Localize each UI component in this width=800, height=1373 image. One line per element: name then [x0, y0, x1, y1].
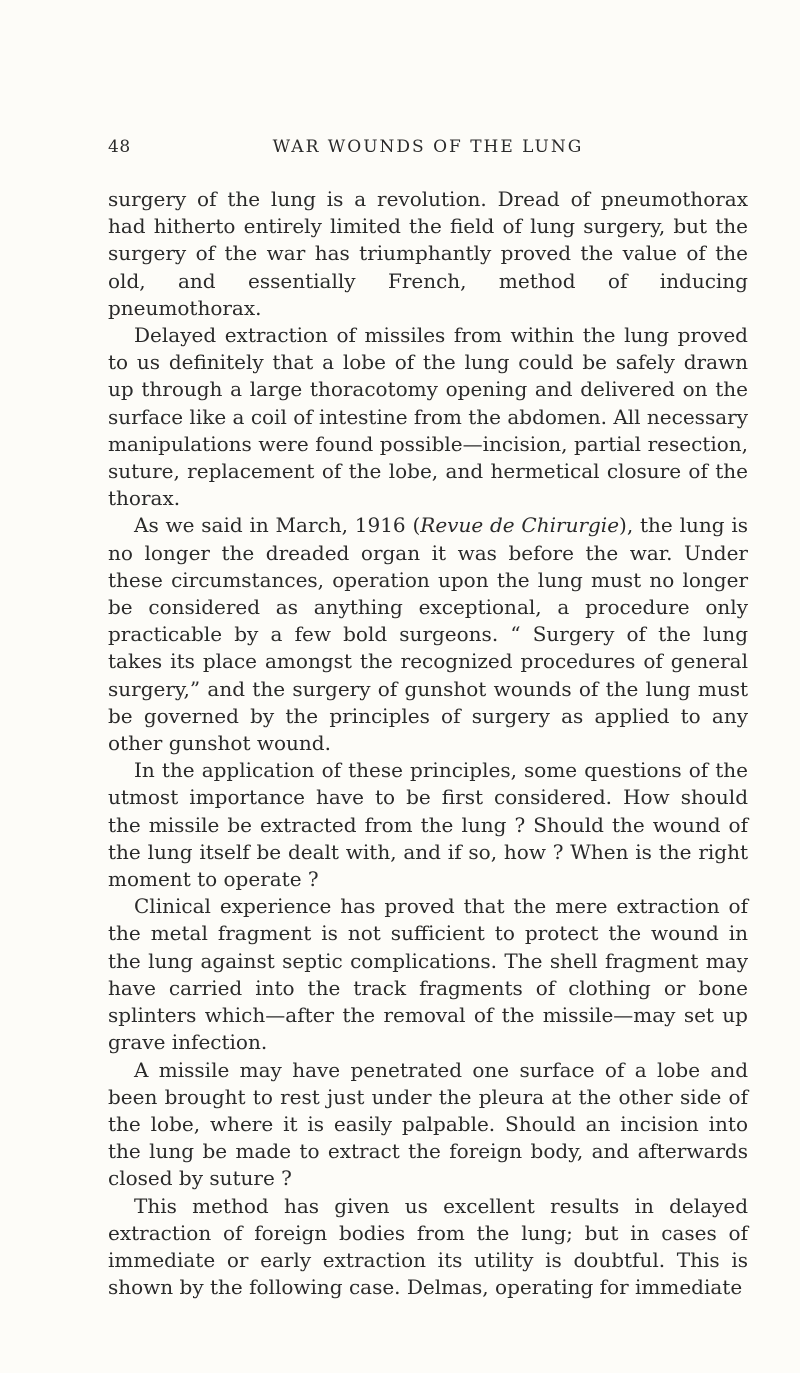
paragraph	[108, 512, 748, 757]
paragraph: surgery of the lung is a revolution. Dread of pneumothorax had hitherto entirely limited the field of lung surgery, but the surgery of the war has triumphantly proved the value of the old, and essentially French, method of inducing pneumothorax.	[108, 187, 748, 320]
paragraph: Clinical experience has proved that the mere extraction of the metal fragment is not sufficient to protect the wound in the lung against septic complications. The shell fragment may have carried into the track fragments of clothing or bone splinters which—after the removal of the missile—may set up grave infection.	[108, 894, 748, 1055]
paragraph: Delayed extraction of missiles from within the lung proved to us definitely that a lobe of the lung could be safely drawn up through a large thoracotomy opening and delivered on the surface like a coil of intestine from the abdomen. All necessary manipulations were found possible—incision, partial resection, suture, replacement of the lobe, and hermetical closure of the thorax.	[108, 323, 748, 511]
running-head	[108, 137, 748, 167]
paragraph: In the application of these principles, some questions of the utmost importance have to be first considered. How should the missile be extracted from the lung ? Should the wound of the lung itself be dealt with, and if so, how ? When is the right moment to operate ?	[108, 758, 748, 892]
paragraph-text: ), the lung is no longer the dreaded organ it was before the war. Under these circumstances, operation upon the lung must no longer be considered as anything exceptional, a procedure only practicable by a few bold surgeons. “ Surgery of the lung takes its place amongst the recognized procedures of general surgery,” and the surgery of gunshot wounds of the lung must be governed by the principles of surgery as applied to any other gunshot wound.	[108, 513, 748, 756]
page-number: 48	[108, 137, 131, 157]
body-text	[108, 186, 748, 1301]
paragraph: A missile may have penetrated one surface of a lobe and been brought to rest just under the pleura at the other side of the lobe, where it is easily palpable. Should an incision into the lung be made to extract the foreign body, and afterwards closed by suture ?	[108, 1057, 748, 1191]
paragraph-text: As we said in March, 1916 (	[134, 513, 421, 538]
running-title: WAR WOUNDS OF THE LUNG	[272, 137, 584, 157]
journal-title: Revue de Chirurgie	[420, 513, 620, 538]
paragraph: This method has given us excellent results in delayed extraction of foreign bodies from the lung; but in cases of immediate or early extraction its utility is doubtful. This is shown by the following case. Delmas, operating for immediate	[108, 1193, 748, 1300]
